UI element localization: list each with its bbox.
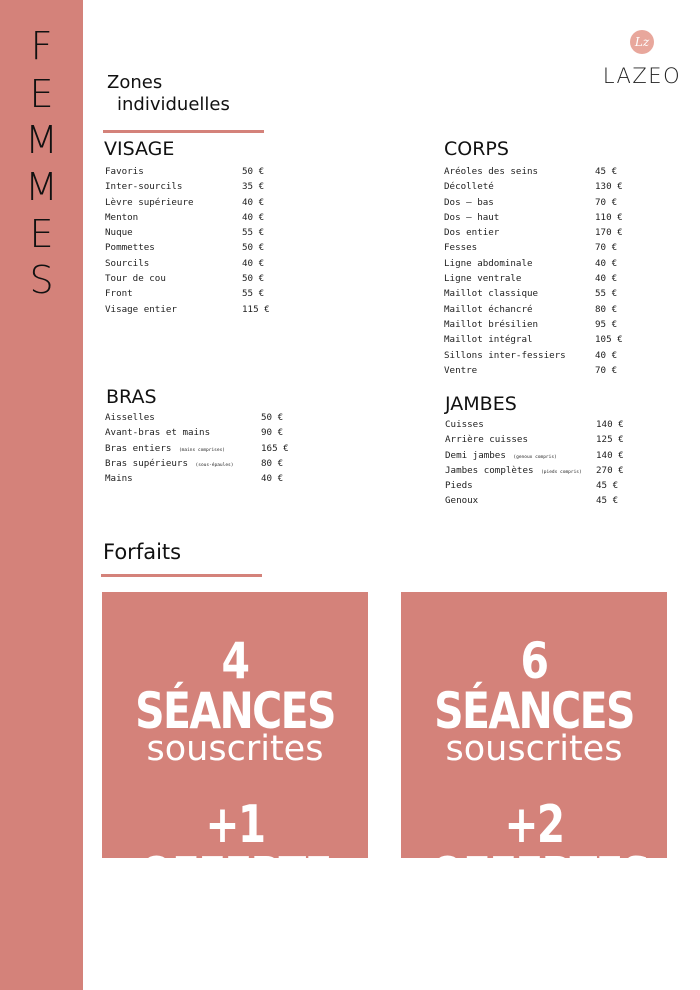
item-name: Dos – haut [444, 211, 500, 223]
item-name: Dos – bas [444, 196, 494, 208]
item-name: Décolleté [444, 181, 494, 193]
item-price: 130 € [595, 181, 623, 193]
item-price: 55 € [242, 227, 265, 239]
price-row [445, 463, 635, 478]
item-name: Aréoles des seins [444, 166, 539, 177]
item-price: 40 € [242, 257, 265, 269]
item-price: 80 € [261, 457, 284, 469]
item-name: Pommettes [105, 242, 155, 254]
logo-text: LAZEO [602, 64, 682, 88]
price-row [105, 195, 275, 210]
item-name: Demi jambes (genoux compris) [445, 449, 557, 461]
item-name: Lèvre supérieure [105, 196, 194, 208]
zones-title-line1: Zones [107, 72, 163, 93]
item-price: 40 € [595, 257, 618, 269]
zones-title-line2: individuelles [117, 94, 230, 115]
price-row [445, 432, 635, 447]
sidebar-letter: M [25, 118, 58, 162]
item-price: 40 € [595, 349, 618, 361]
item-name: Arrière cuisses [445, 434, 528, 446]
item-name: Jambes complètes (pieds compris) [445, 464, 582, 476]
item-note: (pieds compris) [541, 469, 582, 475]
price-row [105, 286, 275, 301]
price-row [105, 441, 289, 456]
price-row [445, 448, 635, 463]
item-price: 110 € [595, 211, 623, 223]
item-price: 50 € [242, 242, 265, 254]
visage-title: VISAGE [104, 138, 175, 160]
item-price: 270 € [596, 464, 624, 476]
offer-subscribed: souscrites [146, 729, 324, 769]
item-name: Maillot échancré [444, 303, 533, 315]
item-name: Ligne ventrale [444, 273, 522, 285]
item-price: 170 € [595, 227, 623, 239]
price-row [444, 210, 634, 225]
jambes-price-list [445, 417, 635, 509]
offer-sessions: 4 SÉANCES [135, 632, 335, 740]
item-price: 50 € [242, 273, 265, 285]
item-name: Cuisses [445, 419, 484, 430]
price-row [105, 225, 275, 240]
offer-free: +2 OFFERTES [430, 795, 650, 907]
item-price: 80 € [595, 303, 618, 315]
price-row [444, 240, 634, 255]
sidebar-letter: F [30, 24, 53, 68]
logo-mark-icon: Lz [630, 30, 654, 54]
item-price: 40 € [595, 273, 618, 285]
price-row [105, 410, 285, 425]
item-price: 90 € [261, 427, 284, 439]
price-row [444, 302, 634, 317]
item-price: 95 € [595, 318, 618, 330]
visage-price-list [105, 164, 275, 317]
item-name: Inter-sourcils [105, 181, 183, 193]
item-price: 115 € [242, 303, 270, 315]
item-name: Favoris [105, 166, 144, 177]
price-row [105, 179, 275, 194]
price-row [444, 348, 634, 363]
item-price: 40 € [242, 211, 265, 223]
item-name: Genoux [445, 495, 479, 507]
item-name: Mains [105, 473, 133, 485]
item-name: Dos entier [444, 227, 500, 239]
price-row [444, 317, 634, 332]
item-name: Aisselles [105, 412, 155, 423]
sidebar-band [0, 0, 83, 990]
sidebar-letter: E [29, 212, 54, 256]
item-price: 45 € [596, 495, 619, 507]
item-name: Pieds [445, 480, 473, 492]
offer-card-4-seances [102, 592, 368, 907]
price-row [444, 332, 634, 347]
forfaits-underline [101, 574, 262, 577]
price-row [445, 493, 635, 508]
bras-title: BRAS [106, 386, 157, 408]
price-row [105, 271, 275, 286]
item-price: 70 € [595, 364, 618, 376]
zones-underline [103, 130, 264, 133]
price-row [105, 302, 275, 317]
offer-free: +1 OFFERTE [139, 795, 331, 907]
price-row [105, 471, 285, 486]
item-name: Nuque [105, 227, 133, 239]
price-row [444, 256, 634, 271]
item-price: 50 € [242, 166, 265, 177]
price-row [445, 478, 635, 493]
item-name: Visage entier [105, 303, 177, 315]
item-name: Sourcils [105, 257, 150, 269]
jambes-title: JAMBES [445, 393, 517, 415]
item-price: 70 € [595, 242, 618, 254]
item-name: Avant-bras et mains [105, 427, 211, 439]
item-note: (genoux compris) [513, 454, 557, 460]
item-price: 70 € [595, 196, 618, 208]
price-row [444, 179, 634, 194]
sidebar-letter: M [25, 165, 58, 209]
price-row [105, 210, 275, 225]
price-row [444, 271, 634, 286]
item-price: 55 € [595, 288, 618, 300]
forfaits-title: Forfaits [103, 540, 182, 564]
item-name: Maillot intégral [444, 334, 533, 346]
price-row [444, 195, 634, 210]
item-name: Fesses [444, 242, 478, 254]
item-name: Bras supérieurs (sous-épaules) [105, 457, 234, 469]
item-price: 40 € [242, 196, 265, 208]
item-price: 125 € [596, 434, 624, 446]
corps-title: CORPS [444, 138, 509, 160]
price-row [105, 256, 275, 271]
sidebar-letter: E [29, 72, 54, 116]
item-name: Maillot classique [444, 288, 539, 300]
item-note: (mains comprises) [178, 447, 225, 453]
price-row [444, 225, 634, 240]
price-row [444, 164, 634, 179]
item-price: 50 € [261, 412, 284, 423]
price-row [444, 286, 634, 301]
offer-card-6-seances [401, 592, 667, 907]
price-row [105, 164, 275, 179]
bras-price-list [105, 410, 289, 486]
item-price: 140 € [596, 419, 624, 430]
item-name: Front [105, 288, 133, 300]
item-price: 165 € [261, 442, 289, 454]
item-price: 45 € [596, 480, 619, 492]
item-name: Sillons inter-fessiers [444, 349, 566, 361]
sidebar-letter: S [29, 258, 54, 302]
brand-logo [598, 30, 686, 88]
price-row [105, 425, 285, 440]
price-row [105, 456, 285, 471]
offer-sessions: 6 SÉANCES [434, 632, 634, 740]
price-row [105, 240, 275, 255]
item-price: 45 € [595, 166, 618, 177]
item-price: 55 € [242, 288, 265, 300]
item-name: Ligne abdominale [444, 257, 533, 269]
price-row [445, 417, 635, 432]
price-row [444, 363, 634, 378]
zones-title [107, 72, 230, 116]
item-name: Maillot brésilien [444, 318, 539, 330]
item-name: Menton [105, 211, 139, 223]
corps-price-list [444, 164, 634, 378]
offer-subscribed: souscrites [445, 729, 623, 769]
item-name: Tour de cou [105, 273, 166, 285]
item-price: 35 € [242, 181, 265, 193]
item-note: (sous-épaules) [195, 462, 234, 468]
item-price: 105 € [595, 334, 623, 346]
item-price: 140 € [596, 449, 624, 461]
item-name: Ventre [444, 364, 478, 376]
item-price: 40 € [261, 473, 284, 485]
item-name: Bras entiers (mains comprises) [105, 442, 225, 454]
